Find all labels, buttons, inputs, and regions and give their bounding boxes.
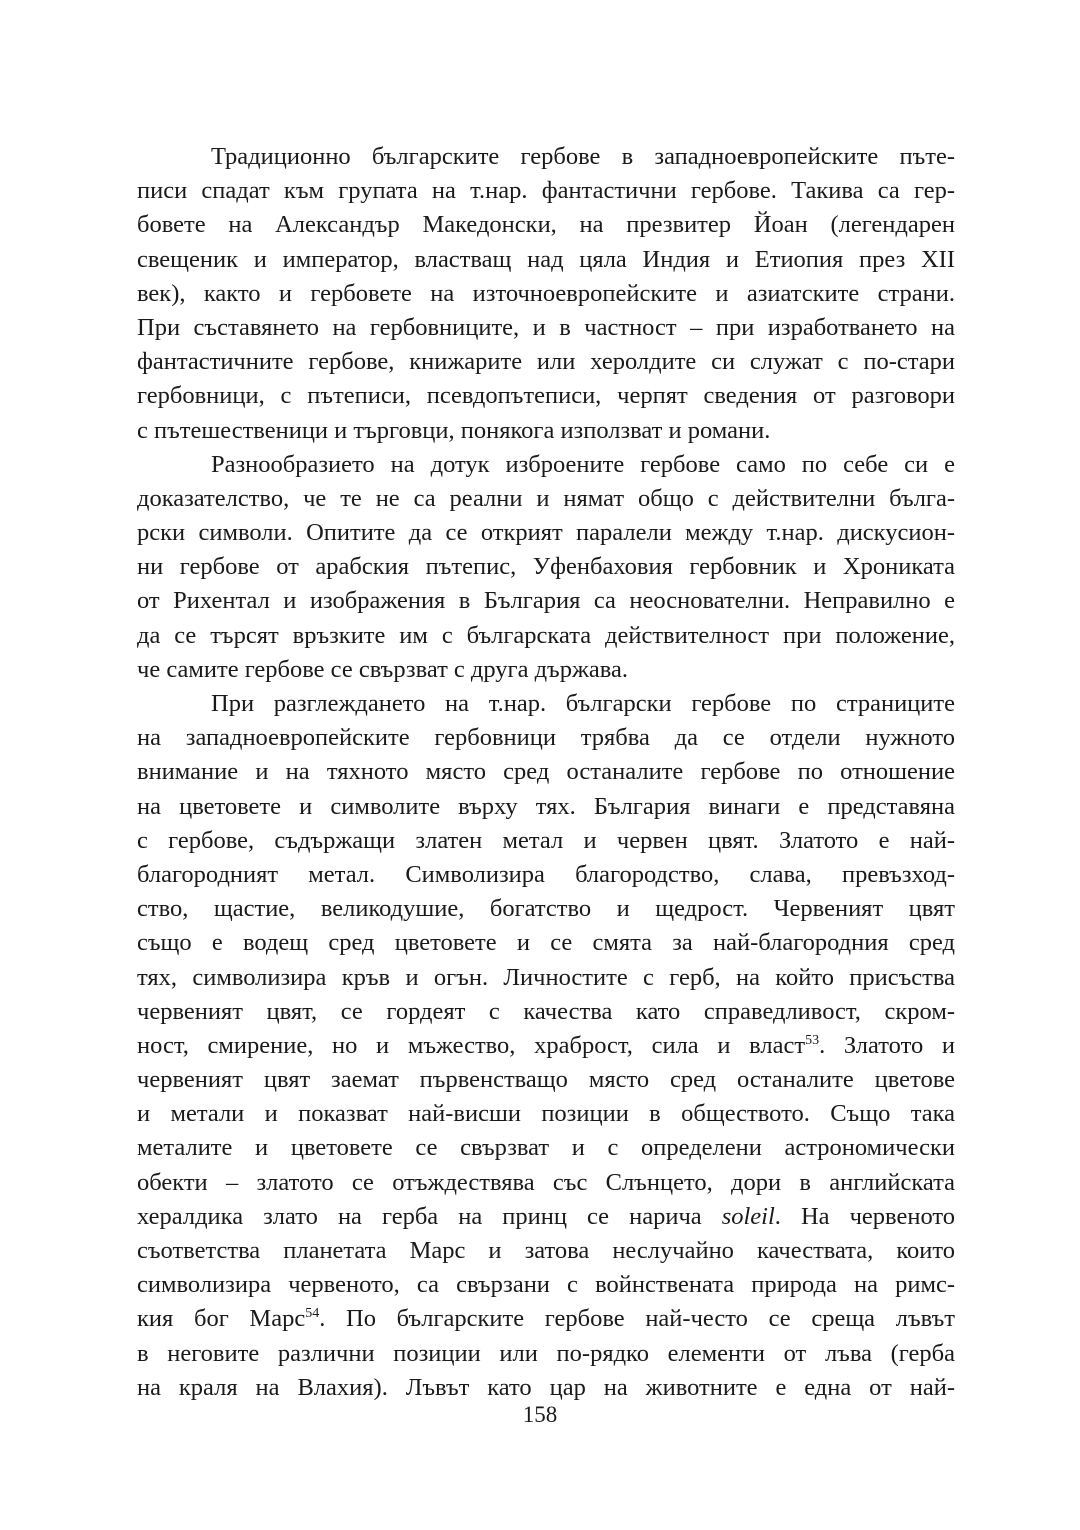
page-number: 158 (522, 1402, 558, 1427)
text-line: на краля на Влахия). Лъвът като цар на животните е една от най- (137, 1373, 955, 1401)
text-line: с гербове, съдържащи златен метал и червен цвят. Златото е най- (137, 826, 955, 854)
text-line-with-footnote (137, 1302, 955, 1336)
text-line: рски символи. Опитите да се открият паралели между т.нар. дискусион- (137, 519, 955, 547)
footnote-ref-54[interactable]: 54 (305, 1306, 320, 1322)
text-line: фантастичните гербове, книжарите или херолдите си служат с по-стари (137, 348, 955, 376)
paragraph-1 (137, 140, 955, 448)
text-line-with-italic (137, 1200, 955, 1234)
text-line: от Рихентал и изображения в България са неоснователни. Неправилно е (137, 587, 955, 615)
line-text: . По българските гербове най-често се среща лъвът (319, 1305, 955, 1333)
footnote-ref-53[interactable]: 53 (805, 1032, 820, 1048)
text-line: съответства планетата Марс и затова неслучайно качествата, които (137, 1237, 955, 1264)
italic-term: soleil (721, 1202, 775, 1230)
text-line: гербовници, с пътеписи, псевдопътеписи, черпят сведения от разговори (137, 382, 955, 410)
paragraph-3 (137, 687, 955, 1405)
text-line: благородният метал. Символизира благородство, слава, превъзход- (137, 860, 955, 888)
text-line: че самите гербове се свързват с друга държава. (137, 655, 629, 683)
text-line: век), както и гербовете на източноевропейските и азиатските страни. (137, 279, 955, 307)
text-line: символизира червеното, са свързани с войнствената природа на римс- (137, 1271, 955, 1299)
text-line: При разглеждането на т.нар. български гербове по страниците (211, 690, 955, 717)
text-line: При съставянето на гербовниците, и в частност – при изработването на (137, 313, 955, 341)
text-line: ни гербове от арабския пътепис, Уфенбаховия гербовник и Хрониката (137, 553, 955, 581)
text-line: също е водещ сред цветовете и се смята за най-благородния сред (137, 929, 955, 957)
line-text: . Златото и (819, 1031, 955, 1059)
line-text: хералдика злато на герба на принц се нарича (137, 1202, 722, 1230)
text-line: тях, символизира кръв и огън. Личностите с герб, на който присъства (137, 963, 955, 991)
line-text: кия бог Марс (137, 1305, 306, 1333)
text-line: внимание и на тяхното място сред останалите гербове по отношение (137, 758, 955, 786)
text-line: бовете на Александър Македонски, на презвитер Йоан (легендарен (137, 211, 955, 239)
text-line: и метали и показват най-висши позиции в обществото. Също така (137, 1100, 955, 1128)
text-line: Традиционно българските гербове в западноевропейските пъте- (211, 143, 955, 170)
text-line: металите и цветовете се свързват и с определени астрономически (137, 1134, 955, 1162)
text-line: в неговите различни позиции или по-рядко елементи от лъва (герба (137, 1339, 955, 1367)
text-line: писи спадат към групата на т.нар. фантастични гербове. Такива са гер- (137, 177, 955, 205)
text-line-with-footnote (137, 1029, 955, 1063)
line-text: . На червеното (774, 1202, 955, 1230)
text-line: да се търсят връзките им с българската действителност при положение, (137, 621, 955, 649)
text-line: доказателство, че те не са реални и нямат общо с действителни бълга- (137, 484, 955, 512)
text-line: с пътешественици и търговци, понякога използват и романи. (137, 416, 771, 444)
paragraph-2 (137, 448, 955, 687)
text-line: обекти – златото се отъждествява със Слънцето, дори в английската (137, 1168, 955, 1196)
text-line: свещеник и император, властващ над цяла Индия и Етиопия през XII (137, 245, 955, 273)
text-line: на цветовете и символите върху тях. България винаги е представяна (137, 792, 955, 820)
text-line: Разнообразието на дотук изброените гербове само по себе си е (211, 450, 955, 478)
text-line: червеният цвят заемат първенстващо място сред останалите цветове (137, 1066, 955, 1094)
page-body (137, 140, 955, 1405)
line-text: ност, смирение, но и мъжество, храброст, сила и власт (137, 1031, 806, 1059)
text-line: червеният цвят, се гордеят с качества като справедливост, скром- (137, 997, 955, 1025)
text-line: ство, щастие, великодушие, богатство и щедрост. Червеният цвят (137, 895, 955, 923)
text-line: на западноевропейските гербовници трябва да се отдели нужното (137, 724, 955, 752)
